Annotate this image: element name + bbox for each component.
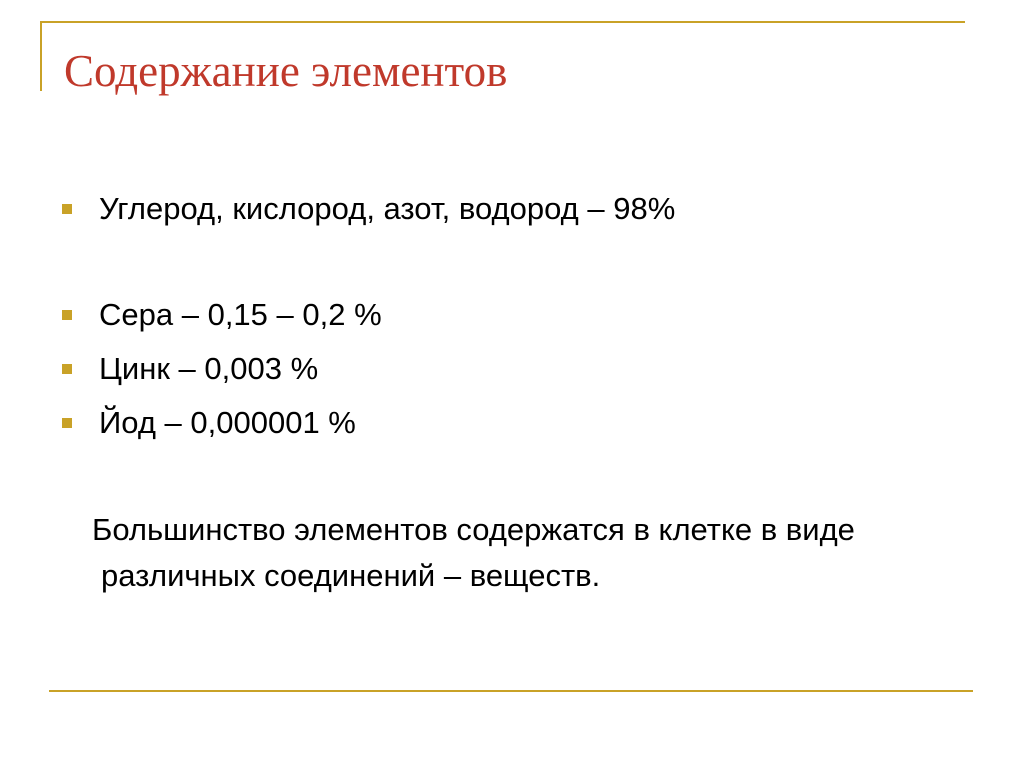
bullet-text: Цинк – 0,003 % [99, 351, 319, 386]
top-decor-line [40, 21, 965, 23]
bottom-decor-line [49, 690, 973, 692]
left-decor-line [40, 21, 42, 91]
bullet-text: Углерод, кислород, азот, водород – 98% [99, 191, 676, 226]
bullet-text: Сера – 0,15 – 0,2 % [99, 297, 382, 332]
bullet-text: Йод – 0,000001 % [99, 405, 356, 440]
slide-title: Содержание элементов [64, 46, 508, 96]
square-bullet-icon [62, 204, 72, 214]
square-bullet-icon [62, 310, 72, 320]
summary-paragraph: Большинство элементов содержатся в клетке в виде различных соединений – веществ. [92, 512, 855, 593]
square-bullet-icon [62, 364, 72, 374]
square-bullet-icon [62, 418, 72, 428]
